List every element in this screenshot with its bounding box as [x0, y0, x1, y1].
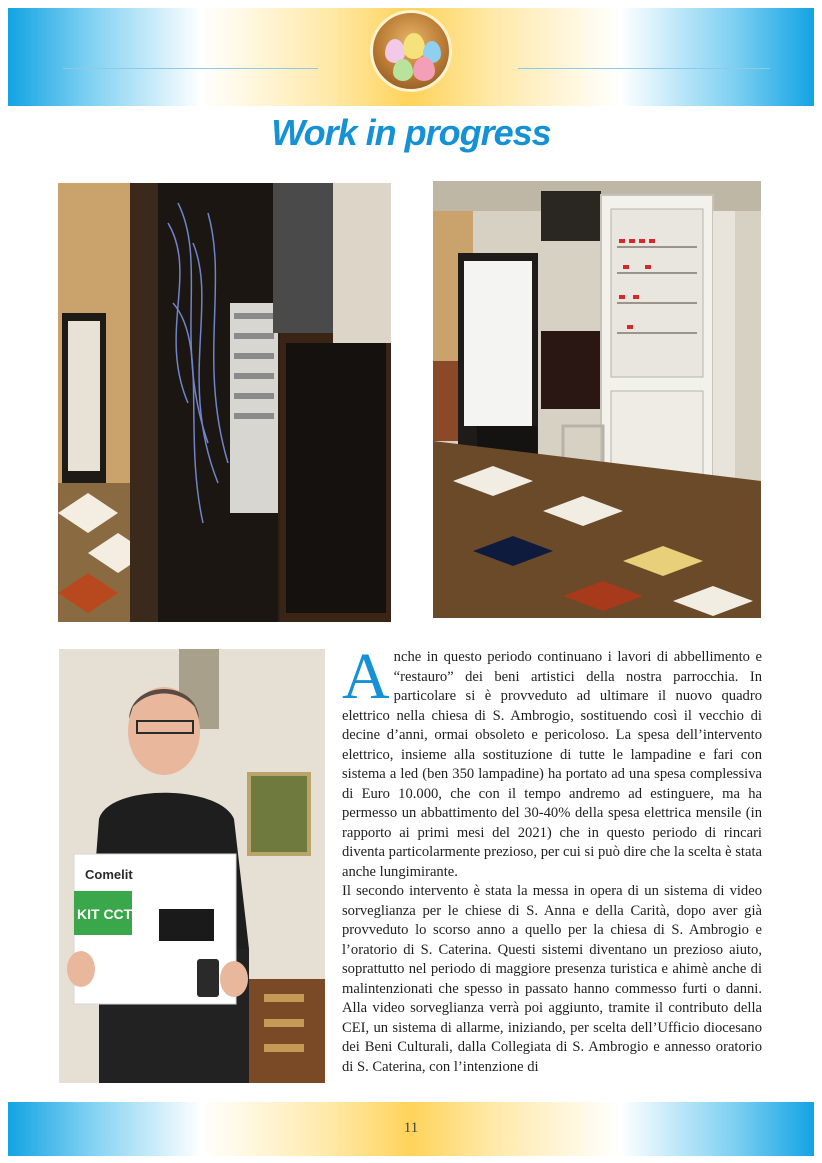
article-body	[342, 640, 762, 1077]
electrical-panel-illustration	[433, 181, 761, 618]
page-number: 11	[403, 1120, 419, 1136]
dropcap-letter: A	[342, 640, 390, 713]
article-paragraph-2: Il secondo intervento è stata la messa in opera di un sistema di video sorveglianza per le chiese di S. Anna e della Carità, dopo aver già provveduto lo scorso anno a quello per la chiesa di S. Ambrogio e l’oratorio di S. Caterina. Questi sistemi diventano un prezioso aiuto, soprattutto nel periodo di maggiore presenza turistica e ahimè anche di malintenzionati che spesso in passato hanno commesso furti o danni. Alla video sorveglianza verrà poi aggiunto, tramite il contributo della CEI, un sistema di allarme, iniziando, per scelta dell’Ufficio diocesano dei Beni Culturali, dalla Collegiata di S. Ambrogio e annesso oratorio di S. Caterina, con l’intenzione di	[342, 883, 762, 1075]
priest-illustration	[59, 649, 325, 1083]
header-rule-right	[518, 68, 770, 69]
photo-priest-cctv-kit	[59, 649, 325, 1083]
article-paragraph-1	[342, 640, 762, 882]
article-paragraph-1-text: nche in questo periodo continuano i lavori di abbellimento e “restauro” dei beni artistici della nostra parrocchia. In particolare si è provveduto ad ultimare il nuovo quadro elettrico nella chiesa di S. Ambrogio, sostituendo così il vecchio di decine d’anni, ormai obsoleto e pericoloso. La spesa dell’intervento elettrico, insieme alla sostituzione di tutte le lampadine e fari con sistema a led (ben 350 lampadine) ha portato ad una spesa complessiva di Euro 10.000, che con il tempo andremo ad estinguere, ma ha permesso un abbattimento del 30-40% della spesa elettrica mensile (in rapporto ai primi mesi del 2021) che in questo periodo di rincari diventa particolarmente prezioso, per cui si può dire che la scelta è stata anche lungimirante.	[342, 649, 762, 880]
header-rule-left	[63, 68, 318, 69]
box-brand-text: Comelit	[85, 867, 133, 882]
photo-electrical-panel	[433, 181, 761, 618]
photo-electrical-rack	[58, 183, 391, 622]
box-product-text: KIT CCTV	[77, 906, 142, 922]
easter-basket-icon	[370, 10, 452, 92]
electrical-rack-illustration	[58, 183, 391, 622]
page-title: Work in progress	[271, 112, 551, 153]
